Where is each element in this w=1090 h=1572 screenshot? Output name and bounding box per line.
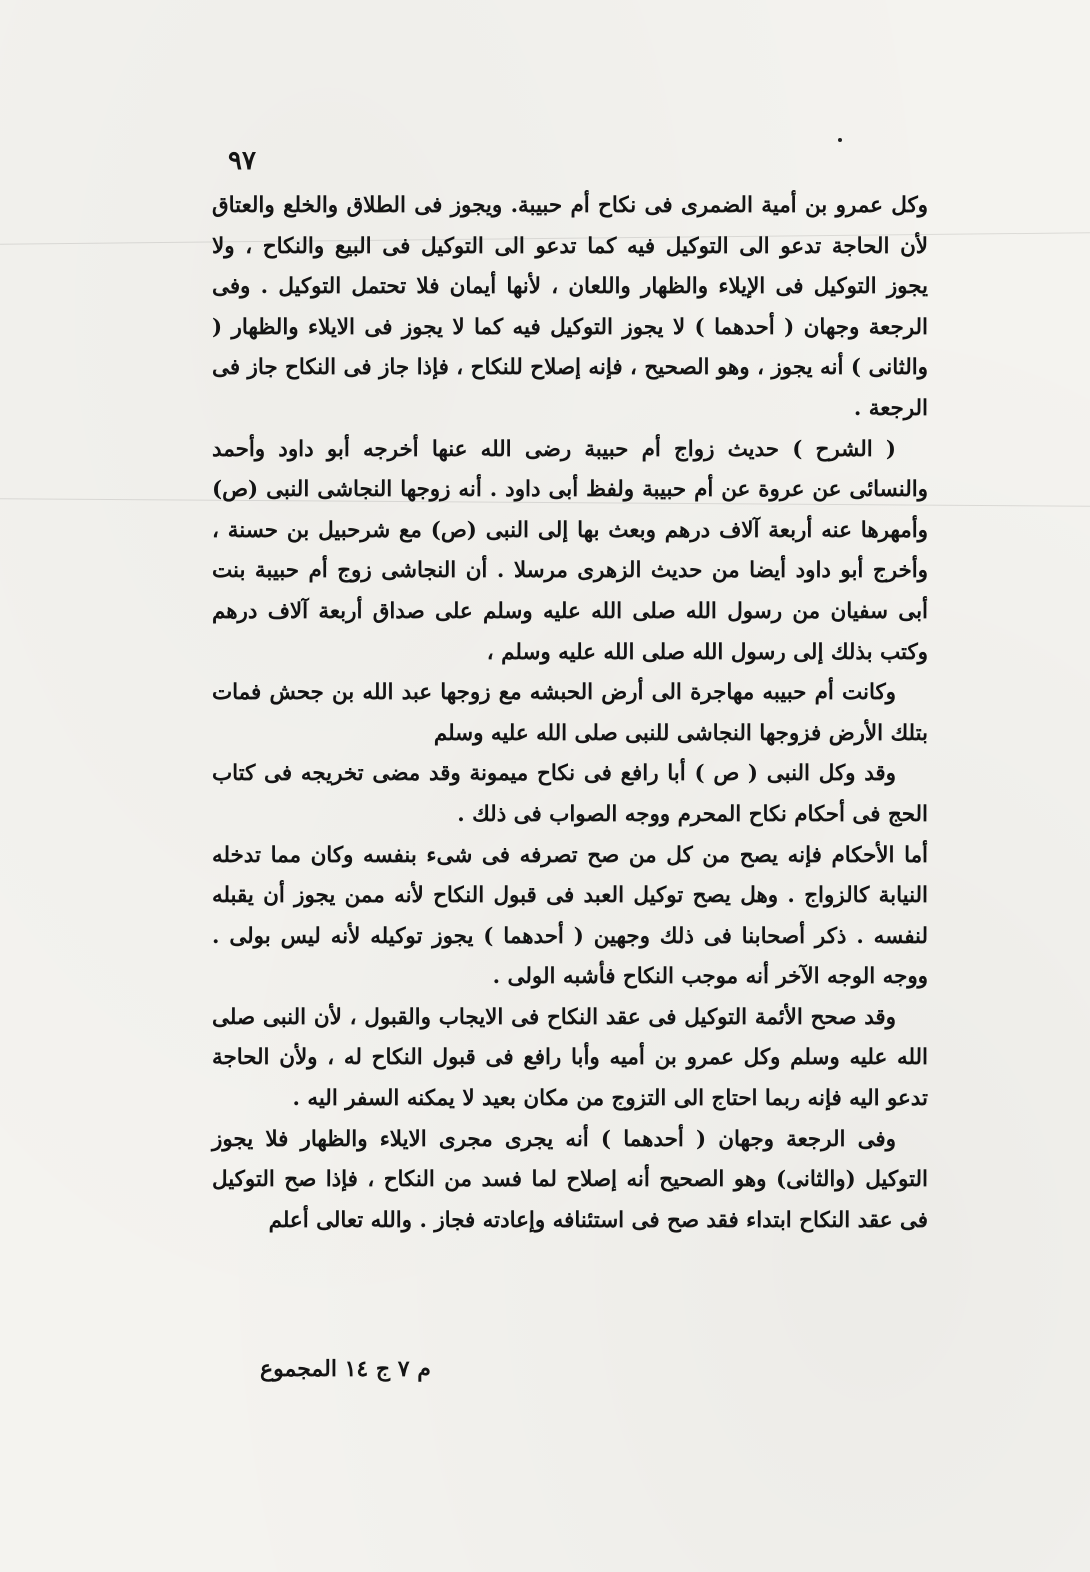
paragraph: ( الشرح ) حديث زواج أم حبيبة رضى الله عنها أخرجه أبو داود وأحمد والنسائى عن عروة عن أم حبيبة ولفظ أبى داود . أنه زوجها النجاشى النبى (ص) وأمهرها عنه أربعة آلاف درهم وبعث بها إلى النبى (ص) مع شرحبيل بن حسنة ، وأخرج أبو داود أيضا من حديث الزهرى مرسلا . أن النجاشى زوج أم حبيبة بنت أبى سفيان من رسول الله صلى الله عليه وسلم على صداق أربعة آلاف درهم وكتب بذلك إلى رسول الله صلى الله عليه وسلم ، xyxy=(212,436,928,665)
signature-line: م ٧ ج ١٤ المجموع xyxy=(260,1356,431,1382)
paragraph: أما الأحكام فإنه يصح من كل من صح تصرفه فى شىء بنفسه وكان مما تدخله النيابة كالزواج . وهل يصح توكيل العبد فى قبول النكاح لأنه ممن يجوز أن يقبله لنفسه . ذكر أصحابنا فى ذلك وجهين ( أحدهما ) يجوز توكيله لأنه ليس بولى . ووجه الوجه الآخر أنه موجب النكاح فأشبه الولى . xyxy=(212,842,928,990)
paragraph: وفى الرجعة وجهان ( أحدهما ) أنه يجرى مجرى الايلاء والظهار فلا يجوز التوكيل (والثانى) وهو الصحيح أنه إصلاح لما فسد من النكاح ، فإذا صح التوكيل فى عقد النكاح ابتداء فقد صح فى استئنافه وإعادته فجاز . والله تعالى أعلم xyxy=(212,1126,928,1233)
paragraph: وكل عمرو بن أمية الضمرى فى نكاح أم حبيبة. ويجوز فى الطلاق والخلع والعتاق لأن الحاجة تدعو الى التوكيل فيه كما تدعو الى التوكيل فى البيع والنكاح ، ولا يجوز التوكيل فى الإيلاء والظهار واللعان ، لأنها أيمان فلا تحتمل التوكيل . وفى الرجعة وجهان ( أحدهما ) لا يجوز التوكيل فيه كما لا يجوز فى الايلاء والظهار ( والثانى ) أنه يجوز ، وهو الصحيح ، فإنه إصلاح للنكاح ، فإذا جاز فى النكاح جاز فى الرجعة . xyxy=(212,193,928,421)
body-text xyxy=(212,186,928,1241)
paragraph: وكانت أم حبيبه مهاجرة الى أرض الحبشه مع زوجها عبد الله بن جحش فمات بتلك الأرض فزوجها النجاشى للنبى صلى الله عليه وسلم xyxy=(212,680,928,746)
paragraph: وقد وكل النبى ( ص ) أبا رافع فى نكاح ميمونة وقد مضى تخريجه فى كتاب الحج فى أحكام نكاح المحرم ووجه الصواب فى ذلك . xyxy=(212,761,928,827)
page-number: ٩٧ xyxy=(228,146,256,176)
ink-speck xyxy=(838,138,842,142)
paragraph: وقد صحح الأئمة التوكيل فى عقد النكاح فى الايجاب والقبول ، لأن النبى صلى الله عليه وسلم وكل عمرو بن أميه وأبا رافع فى قبول النكاح له ، ولأن الحاجة تدعو اليه فإنه ربما احتاج الى التزوج من مكان بعيد لا يمكنه السفر اليه . xyxy=(212,1004,928,1112)
